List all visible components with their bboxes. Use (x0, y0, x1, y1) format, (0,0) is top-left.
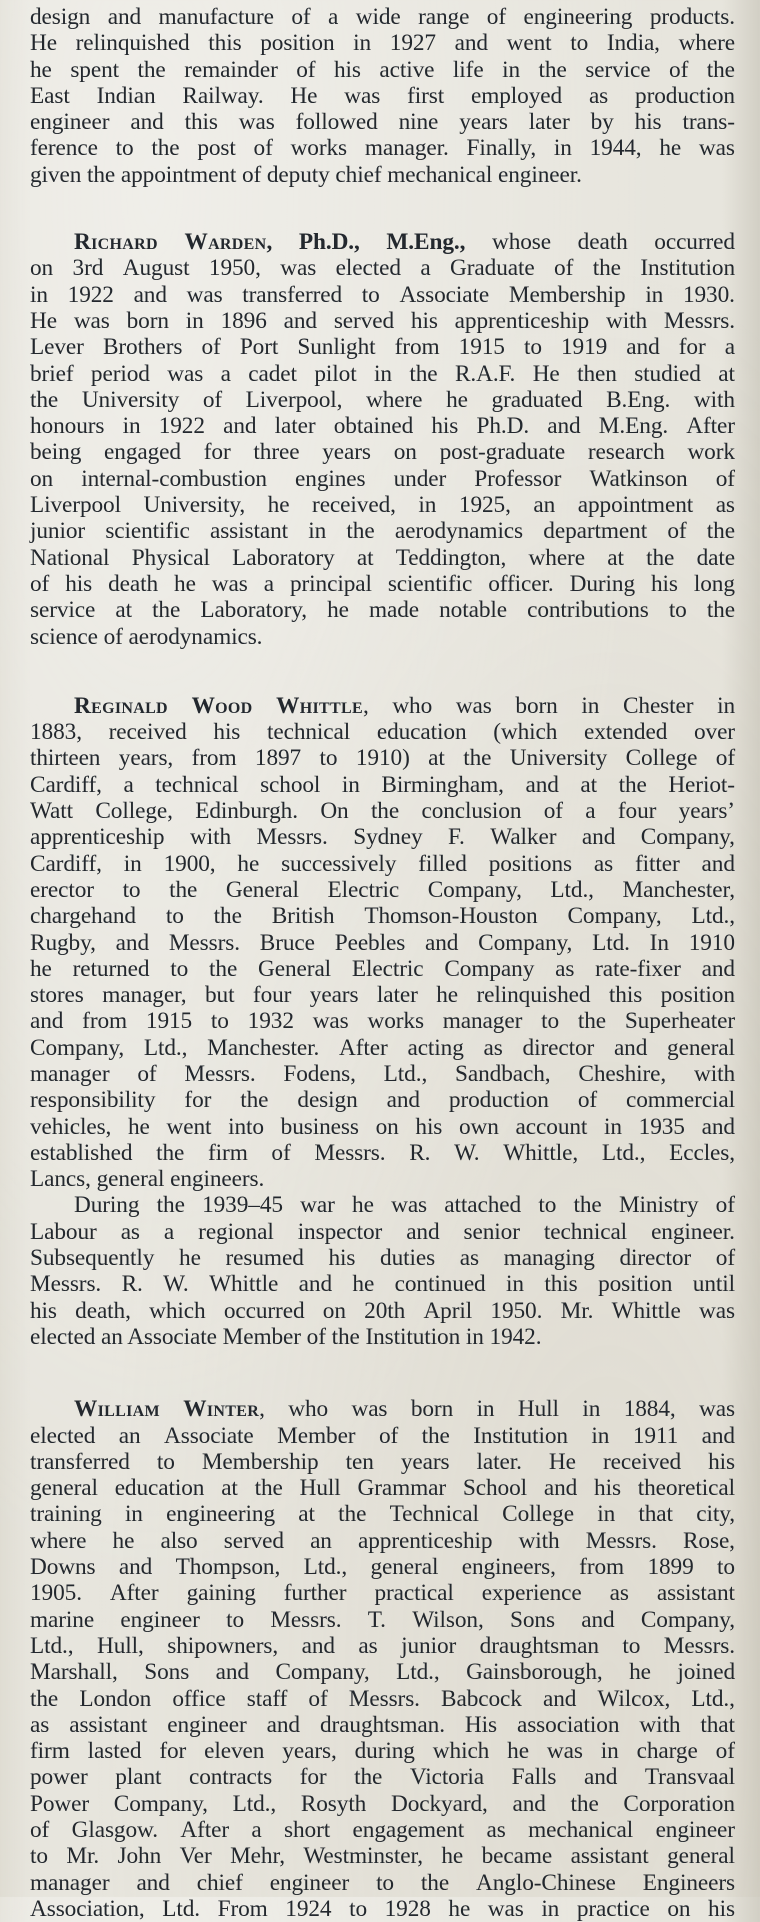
text-line: on internal-combustion engines under Professor Watkinson of (30, 465, 735, 492)
text-line: Company, Ltd., Manchester. After acting as director and general (30, 1034, 735, 1061)
person-name-part: Reginald (74, 692, 168, 719)
text-line: given the appointment of deputy chief mechanical engineer. (30, 161, 582, 188)
text-line: thirteen years, from 1897 to 1910) at the University College of (30, 745, 735, 772)
text-line: manager and chief engineer to the Anglo-Chinese Engineers (30, 1869, 735, 1896)
text-line: brief period was a cadet pilot in the R.A.F. He then studied at (30, 360, 735, 387)
text-line: the University of Liverpool, where he graduated B.Eng. with (30, 386, 735, 413)
text-line: Watt College, Edinburgh. On the conclusion of a four years’ (30, 798, 735, 825)
text-line: honours in 1922 and later obtained his Ph.D. and M.Eng. After (30, 413, 735, 440)
text-line: Ltd., Hull, shipowners, and as junior draughtsman to Messrs. (30, 1632, 735, 1659)
entry-heading-line: Richard Warden, Ph.D., M.Eng., whose death occurred (74, 229, 735, 256)
text-line: he returned to the General Electric Company as rate-fixer and (30, 955, 735, 982)
text-line: general education at the Hull Grammar School and his theoretical (30, 1475, 735, 1502)
text-line: East Indian Railway. He was first employed as production (30, 82, 735, 109)
text-line: marine engineer to Messrs. T. Wilson, Sons and Company, (30, 1606, 735, 1633)
text-line: Cardiff, in 1900, he successively filled positions as fitter and (30, 850, 735, 877)
text-line: where he also served an apprenticeship with Messrs. Rose, (30, 1527, 735, 1554)
degrees: , (266, 229, 273, 256)
text-line: National Physical Laboratory at Teddington, where at the date (30, 544, 735, 571)
degrees: M.Eng., (386, 229, 466, 256)
text-line: elected an Associate Member of the Institution in 1942. (30, 1323, 542, 1350)
text-line: Power Company, Ltd., Rosyth Dockyard, and the Corporation (30, 1790, 735, 1817)
text-line: Messrs. R. W. Whittle and he continued in this position until (30, 1271, 735, 1298)
text-line: being engaged for three years on post-graduate research work (30, 439, 735, 466)
text-line: responsibility for the design and production of commercial (30, 1087, 735, 1114)
text-line: junior scientific assistant in the aerodynamics department of the (30, 518, 735, 545)
text-line: 1905. After gaining further practical experience as assistant (30, 1580, 735, 1607)
obituary-entry-william-winter (30, 1396, 735, 1922)
text-line: training in engineering at the Technical College in that city, (30, 1501, 735, 1528)
text-line: He relinquished this position in 1927 and went to India, where (30, 30, 735, 57)
text-line: Labour as a regional inspector and senior technical engineer. (30, 1218, 735, 1245)
text-line: his death, which occurred on 20th April 1950. Mr. Whittle was (30, 1297, 735, 1324)
text-line: erector to the General Electric Company, Ltd., Manchester, (30, 876, 735, 903)
text-line: 1883, received his technical education (which extended over (30, 719, 735, 746)
person-name-part: Warden (184, 229, 267, 256)
text-line: ference to the post of works manager. Finally, in 1944, he was (30, 135, 735, 162)
text-line: as assistant engineer and draughtsman. His association with that (30, 1711, 735, 1738)
text-line: stores manager, but four years later he relinquished this position (30, 982, 735, 1009)
text-line: firm lasted for eleven years, during which he was in charge of (30, 1738, 735, 1765)
text-line: service at the Laboratory, he made notable contributions to the (30, 597, 735, 624)
obituary-entry-reginald-wood-whittle (30, 693, 735, 1350)
text-line: transferred to Membership ten years later. He received his (30, 1448, 735, 1475)
person-name-part: Richard (74, 229, 158, 256)
text-line: Rugby, and Messrs. Bruce Peebles and Company, Ltd. In 1910 (30, 929, 735, 956)
text-line: chargehand to the British Thomson-Houston Company, Ltd., (30, 903, 735, 930)
text-line: manager of Messrs. Fodens, Ltd., Sandbach, Cheshire, with (30, 1060, 735, 1087)
text-line: established the firm of Messrs. R. W. Whittle, Ltd., Eccles, (30, 1139, 735, 1166)
text-line: Cardiff, a technical school in Birmingham, and at the Heriot- (30, 771, 735, 798)
text-line: Marshall, Sons and Company, Ltd., Gainsborough, he joined (30, 1659, 735, 1686)
person-name-part: Whittle (276, 692, 363, 719)
text-line: Downs and Thompson, Ltd., general engineers, from 1899 to (30, 1554, 735, 1581)
text-line: of his death he was a principal scientific officer. During his long (30, 570, 735, 597)
text-line: science of aerodynamics. (30, 623, 263, 650)
obituary-entry-richard-warden (30, 229, 735, 650)
text-line: elected an Associate Member of the Institution in 1911 and (30, 1422, 735, 1449)
text-line: engineer and this was followed nine years later by his trans- (30, 109, 735, 136)
text-line: vehicles, he went into business on his own account in 1935 and (30, 1113, 735, 1140)
obituary-entry-continuation (30, 4, 735, 188)
text-line: Liverpool University, he received, in 1925, an appointment as (30, 492, 735, 519)
text-line: Association, Ltd. From 1924 to 1928 he was in practice on his (30, 1895, 735, 1922)
text-line: Subsequently he resumed his duties as managing director of (30, 1245, 735, 1272)
text-line: on 3rd August 1950, was elected a Graduate of the Institution (30, 255, 735, 282)
text-line: design and manufacture of a wide range of engineering products. (30, 4, 735, 30)
person-name-part: William (74, 1396, 160, 1423)
text-line: Lancs, general engineers. (30, 1166, 265, 1193)
text-line: the London office staff of Messrs. Babcock and Wilcox, Ltd., (30, 1685, 735, 1712)
document-page (30, 4, 735, 1922)
text-line: he spent the remainder of his active life in the service of the (30, 56, 735, 83)
entry-heading-line: Reginald Wood Whittle, who was born in Chester in (74, 692, 735, 719)
text-line: apprenticeship with Messrs. Sydney F. Walker and Company, (30, 824, 735, 851)
text-line: and from 1915 to 1932 was works manager to the Superheater (30, 1008, 735, 1035)
text-line: During the 1939–45 war he was attached to the Ministry of (74, 1192, 735, 1219)
text-line: in 1922 and was transferred to Associate Membership in 1930. (30, 281, 735, 308)
person-name-part: Wood (191, 692, 253, 719)
text-line: Lever Brothers of Port Sunlight from 1915 to 1919 and for a (30, 334, 735, 361)
text-line: to Mr. John Ver Mehr, Westminster, he became assistant general (30, 1843, 735, 1870)
person-name-part: Winter (183, 1396, 260, 1423)
entry-heading-line: William Winter, who was born in Hull in 1884, was (74, 1396, 735, 1423)
text-line: He was born in 1896 and served his apprenticeship with Messrs. (30, 307, 735, 334)
text-line: of Glasgow. After a short engagement as mechanical engineer (30, 1817, 735, 1843)
text-line: power plant contracts for the Victoria Falls and Transvaal (30, 1764, 735, 1791)
degrees: Ph.D., (298, 229, 360, 256)
